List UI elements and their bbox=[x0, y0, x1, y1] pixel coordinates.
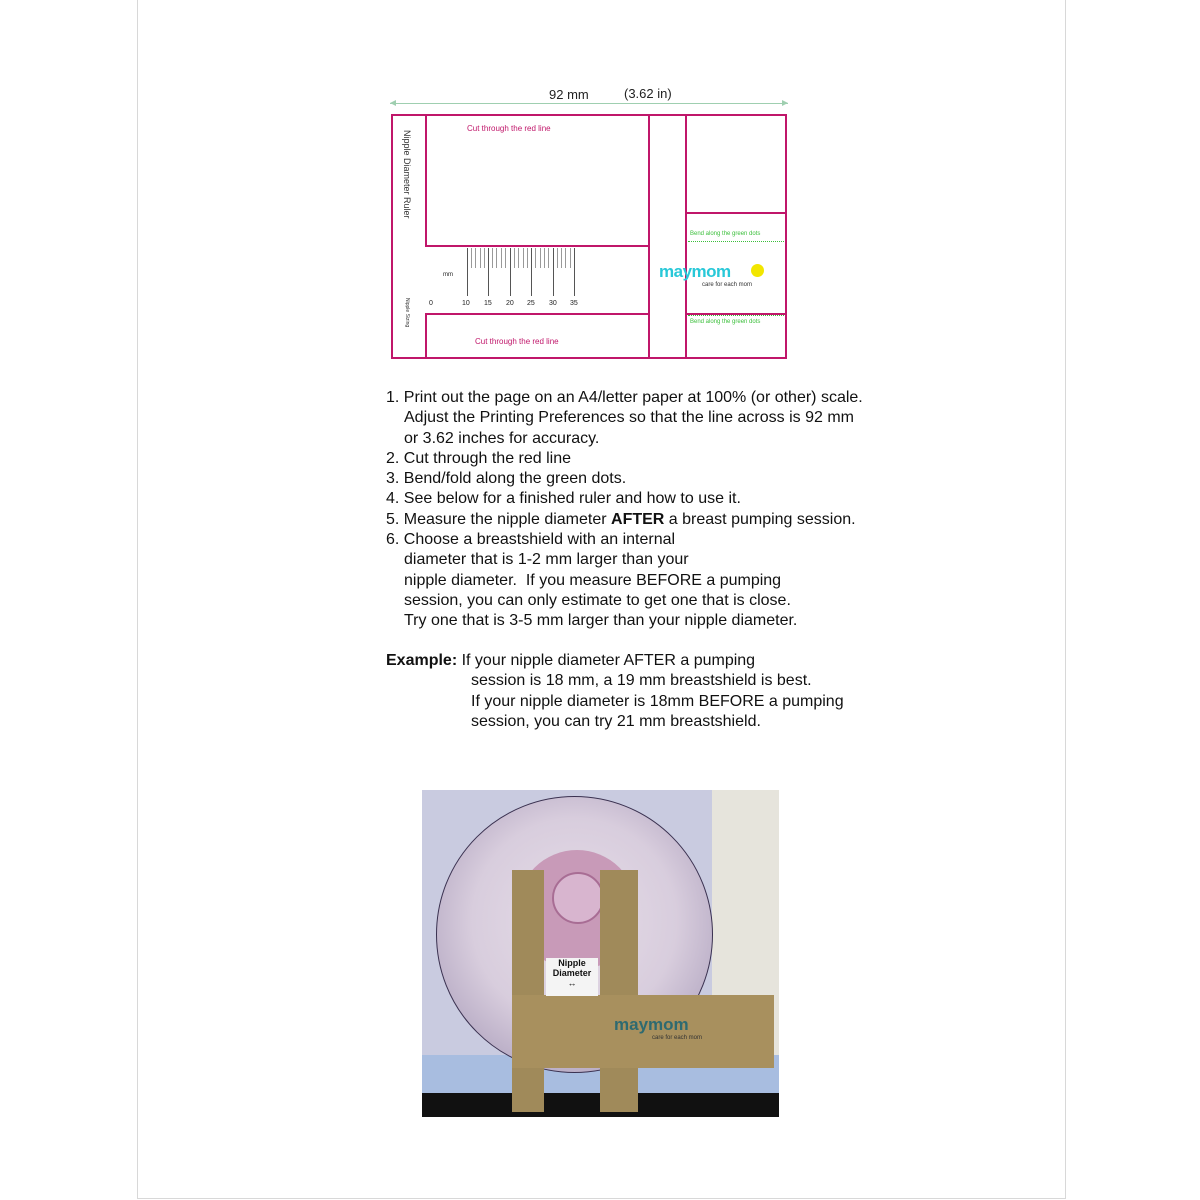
instructions-list bbox=[386, 388, 863, 632]
logo-tagline: care for each mom bbox=[702, 282, 753, 288]
top-cut-panel bbox=[425, 114, 650, 247]
step-6-line-4: session, you can only estimate to get one that is close. bbox=[404, 591, 791, 609]
ruler-side-title: Nipple Diameter Ruler bbox=[402, 130, 412, 219]
unit-label: mm bbox=[443, 272, 453, 278]
bottom-cut-panel bbox=[425, 313, 650, 359]
nipple-diameter-label: Nipple Diameter ↔ bbox=[546, 958, 598, 996]
cut-instruction-top: Cut through the red line bbox=[467, 124, 551, 133]
example-line-3: If your nipple diameter is 18mm BEFORE a pumping bbox=[471, 692, 844, 710]
step-3: 3. Bend/fold along the green dots. bbox=[386, 470, 627, 488]
width-mm-label: 92 mm bbox=[549, 87, 589, 102]
fold-instruction-top: Bend along the green dots bbox=[690, 231, 761, 237]
tick-label: 25 bbox=[527, 300, 535, 307]
example-line-1: If your nipple diameter AFTER a pumping bbox=[461, 652, 756, 669]
example-photo bbox=[422, 790, 779, 1117]
cut-instruction-bottom: Cut through the red line bbox=[475, 337, 559, 346]
step-2: 2. Cut through the red line bbox=[386, 449, 572, 467]
tick-label: 30 bbox=[549, 300, 557, 307]
example-line-2: session is 18 mm, a 19 mm breastshield is best. bbox=[471, 672, 812, 690]
step-5: 5. Measure the nipple diameter AFTER a breast pumping session. bbox=[386, 510, 856, 528]
ruler-side-small: Nipple Sizing bbox=[404, 298, 410, 328]
maymom-logo: maymom bbox=[659, 262, 731, 281]
tick-label: 20 bbox=[506, 300, 514, 307]
step-6-line-5: Try one that is 3-5 mm larger than your nipple diameter. bbox=[404, 612, 798, 630]
tick-label: 0 bbox=[429, 300, 433, 307]
logo-dot-icon bbox=[751, 264, 764, 277]
step-6-line-2: diameter that is 1-2 mm larger than your bbox=[404, 551, 689, 569]
cardboard-ruler-right bbox=[600, 870, 638, 1112]
step-1-line-3: or 3.62 inches for accuracy. bbox=[404, 429, 600, 447]
right-top-panel bbox=[685, 114, 787, 214]
tick-label: 15 bbox=[484, 300, 492, 307]
step-1-line-2: Adjust the Printing Preferences so that the line across is 92 mm bbox=[404, 409, 854, 427]
nipple-illustration bbox=[552, 872, 604, 924]
step-6: 6. Choose a breastshield with an internal bbox=[386, 531, 676, 549]
width-inch-label: (3.62 in) bbox=[624, 86, 672, 101]
cardboard-ruler-left bbox=[512, 870, 544, 1112]
step-6-line-3: nipple diameter. If you measure BEFORE a pumping bbox=[404, 571, 782, 589]
fold-line-top bbox=[688, 241, 784, 242]
tick-label: 10 bbox=[462, 300, 470, 307]
step-1: 1. Print out the page on an A4/letter paper at 100% (or other) scale. bbox=[386, 389, 863, 406]
example-label: Example: bbox=[386, 652, 458, 669]
dimension-arrow bbox=[390, 103, 788, 104]
step-4: 4. See below for a finished ruler and how to use it. bbox=[386, 490, 741, 508]
example-line-4: session, you can try 21 mm breastshield. bbox=[471, 712, 761, 730]
photo-logo-tagline: care for each mom bbox=[652, 1035, 703, 1041]
tick-label: 35 bbox=[570, 300, 578, 307]
center-cut-line bbox=[648, 114, 650, 359]
fold-line-bottom bbox=[688, 315, 784, 316]
ruler-scale bbox=[467, 248, 579, 296]
photo-logo: maymom bbox=[614, 1015, 689, 1034]
example-block bbox=[386, 651, 844, 732]
fold-instruction-bottom: Bend along the green dots bbox=[690, 319, 761, 325]
